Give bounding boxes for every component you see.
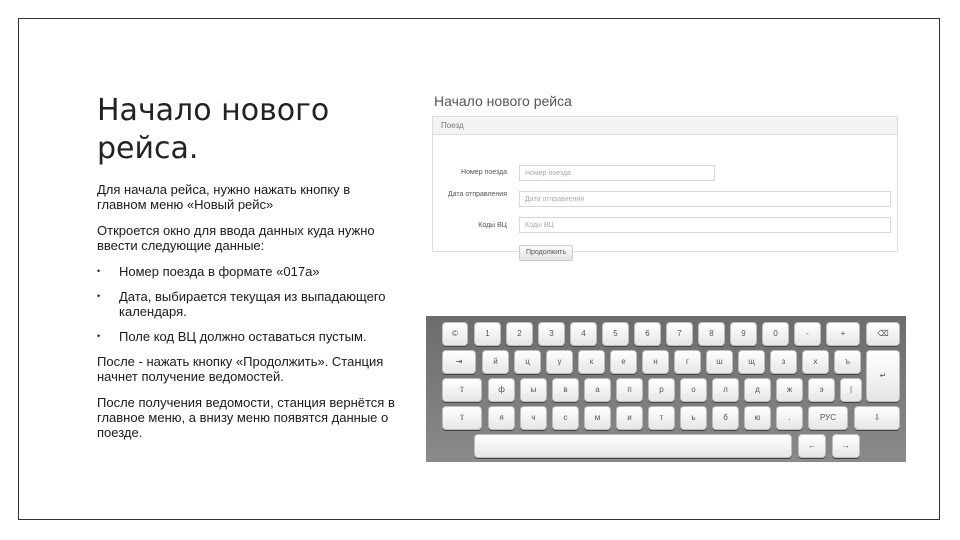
key-я[interactable]: я — [488, 406, 515, 430]
key-с[interactable]: с — [552, 406, 579, 430]
arrow-right-key[interactable]: → — [832, 434, 860, 458]
key-7[interactable]: 7 — [666, 322, 693, 346]
key-ь[interactable]: ь — [680, 406, 707, 430]
key-ц[interactable]: ц — [514, 350, 541, 374]
key-е[interactable]: е — [610, 350, 637, 374]
continue-button[interactable]: Продолжить — [519, 245, 573, 261]
key-л[interactable]: л — [712, 378, 739, 402]
list-item-text: Поле код ВЦ должно оставаться пустым. — [119, 329, 367, 344]
key-м[interactable]: м — [584, 406, 611, 430]
key-д[interactable]: д — [744, 378, 771, 402]
minus-key[interactable]: - — [794, 322, 821, 346]
arrow-left-key[interactable]: ← — [798, 434, 826, 458]
form-section-header: Поезд — [433, 117, 897, 135]
departure-date-label: Дата отправления — [447, 191, 507, 198]
key-ю[interactable]: ю — [744, 406, 771, 430]
key-ы[interactable]: ы — [520, 378, 547, 402]
bullet-icon: • — [97, 291, 101, 301]
key-у[interactable]: у — [546, 350, 573, 374]
key-ф[interactable]: ф — [488, 378, 515, 402]
enter-key[interactable]: ↵ — [866, 350, 900, 402]
vc-codes-input[interactable]: Коды ВЦ — [519, 217, 891, 233]
shift-key-left[interactable]: ⇧ — [442, 406, 482, 430]
key-6[interactable]: 6 — [634, 322, 661, 346]
departure-date-input[interactable]: Дата отправления — [519, 191, 891, 207]
train-number-label: Номер поезда — [461, 169, 507, 176]
plus-key[interactable]: + — [826, 322, 860, 346]
key-и[interactable]: и — [616, 406, 643, 430]
key-3[interactable]: 3 — [538, 322, 565, 346]
train-form-panel — [432, 116, 898, 256]
hide-keyboard-key[interactable]: ⇩ — [854, 406, 900, 430]
key-2[interactable]: 2 — [506, 322, 533, 346]
key-в[interactable]: в — [552, 378, 579, 402]
key-н[interactable]: н — [642, 350, 669, 374]
key-о[interactable]: о — [680, 378, 707, 402]
form-heading: Начало нового рейса — [434, 93, 572, 109]
key-р[interactable]: р — [648, 378, 675, 402]
copyright-key[interactable]: © — [442, 322, 468, 346]
key-к[interactable]: к — [578, 350, 605, 374]
final-text: После получения ведомости, станция вернётся в главное меню, а внизу меню появятся данные о поезде. — [97, 395, 395, 440]
pipe-key[interactable]: | — [840, 378, 862, 402]
list-item-text: Дата, выбирается текущая из выпадающего календаря. — [119, 289, 386, 319]
list-item — [97, 264, 397, 279]
key-т[interactable]: т — [648, 406, 675, 430]
key-9[interactable]: 9 — [730, 322, 757, 346]
after-text: После - нажать кнопку «Продолжить». Станция начнет получение ведомостей. — [97, 354, 384, 384]
language-key[interactable]: РУС — [808, 406, 848, 430]
key-1[interactable]: 1 — [474, 322, 501, 346]
list-item — [97, 289, 397, 319]
key-щ[interactable]: щ — [738, 350, 765, 374]
new-trip-form-screenshot — [432, 92, 898, 256]
key-з[interactable]: з — [770, 350, 797, 374]
key-8[interactable]: 8 — [698, 322, 725, 346]
key-а[interactable]: а — [584, 378, 611, 402]
key-б[interactable]: б — [712, 406, 739, 430]
slide-title: Начало нового рейса. — [97, 93, 330, 166]
shift-key[interactable]: ⇧ — [442, 378, 482, 402]
onscreen-keyboard — [426, 316, 906, 462]
key-п[interactable]: п — [616, 378, 643, 402]
list-item — [97, 329, 397, 344]
vc-codes-label: Коды ВЦ — [478, 222, 507, 229]
key-5[interactable]: 5 — [602, 322, 629, 346]
bullet-icon: • — [97, 331, 101, 341]
key-г[interactable]: г — [674, 350, 701, 374]
period-key[interactable]: . — [776, 406, 803, 430]
tab-key[interactable]: ⇥ — [442, 350, 476, 374]
key-э[interactable]: э — [808, 378, 835, 402]
key-4[interactable]: 4 — [570, 322, 597, 346]
intro-text: Для начала рейса, нужно нажать кнопку в главном меню «Новый рейс» — [97, 182, 351, 212]
backspace-key[interactable]: ⌫ — [866, 322, 900, 346]
key-ж[interactable]: ж — [776, 378, 803, 402]
key-ъ[interactable]: ъ — [834, 350, 861, 374]
key-х[interactable]: х — [802, 350, 829, 374]
space-key[interactable] — [474, 434, 792, 458]
train-number-input[interactable]: Номер поезда — [519, 165, 715, 181]
slide-text-column — [97, 92, 397, 451]
key-0[interactable]: 0 — [762, 322, 789, 346]
key-ш[interactable]: ш — [706, 350, 733, 374]
key-ч[interactable]: ч — [520, 406, 547, 430]
window-text: Откроется окно для ввода данных куда нужно ввести следующие данные: — [97, 223, 375, 253]
key-й[interactable]: й — [482, 350, 509, 374]
requirements-list — [97, 264, 397, 344]
list-item-text: Номер поезда в формате «017а» — [119, 264, 320, 279]
bullet-icon: • — [97, 266, 101, 276]
